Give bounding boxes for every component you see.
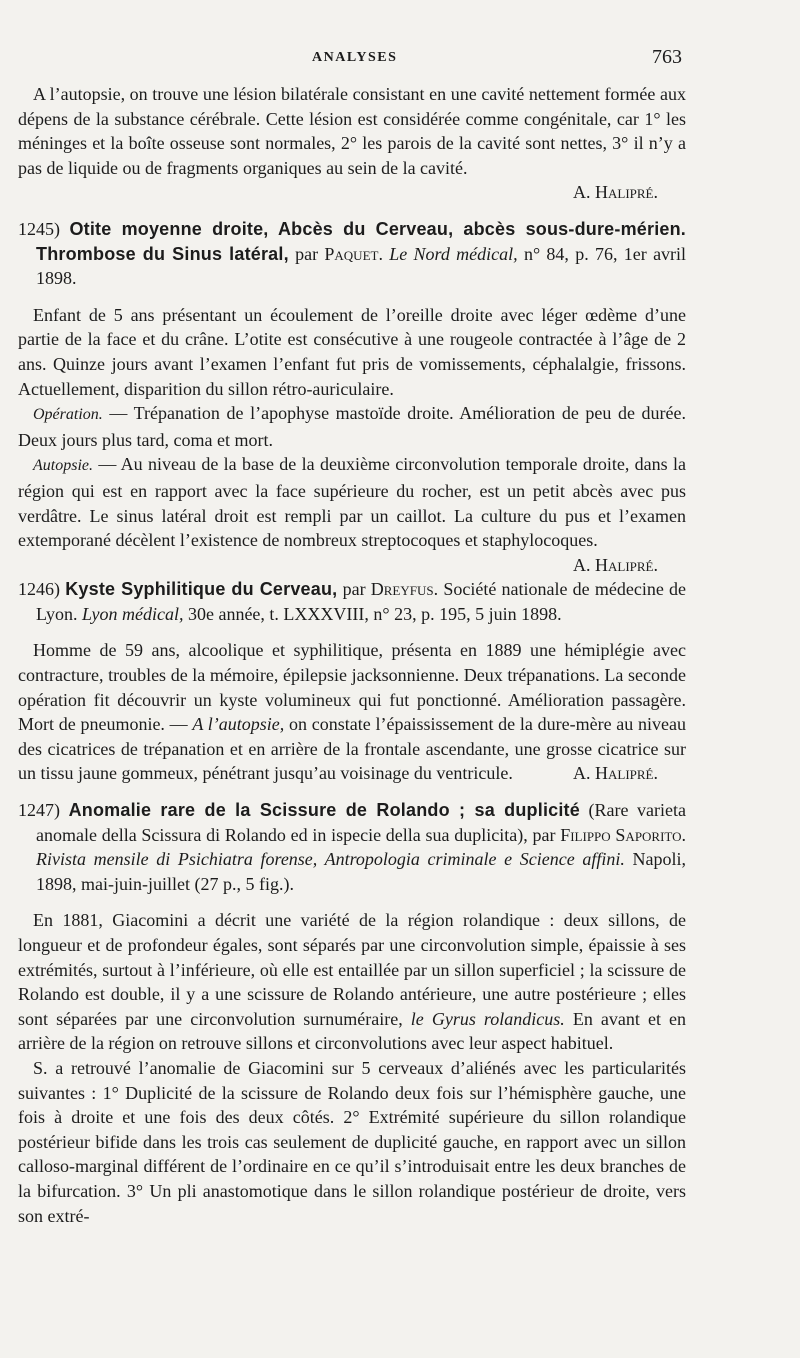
entry-1245-summary: Enfant de 5 ans présentant un écoulement de l’oreille droite avec léger œdème d’une partie de la face et du crâne. L’otite est consécutive à une rougeole contractée à l’âge de 2 ans. Quinze jours avant l’examen l’enfant fut pris de vomissements, céphalalgie, frissons. Actuellement, disparition du sillon rétro-auriculaire. (18, 304, 686, 399)
journal: Lyon médical, (82, 603, 184, 624)
autopsy-label: Autopsie. (33, 457, 93, 475)
gyrus-term: le Gyrus rolandicus. (410, 1008, 565, 1029)
journal: Rivista mensile di Psichiatra forense, Antropologia criminale e Science affini. (36, 849, 625, 870)
autopsy-label: A l’autopsie, (192, 714, 285, 735)
page-content (18, 82, 686, 1228)
by-word: par (342, 579, 366, 600)
entry-title: Otite moyenne droite, Abcès du Cerveau, abcès sous-dure-mérien. Thrombose du Sinus latéral, (36, 218, 687, 264)
citation: Napoli, 1898, mai-juin-juillet (27 p., 5 fig.). (36, 849, 686, 894)
running-title: ANALYSES (312, 50, 398, 65)
summary-text-rest: on constate l’épaississement de la dure-mère au niveau des cicatrices de trépanation et en arrière de la frontale ascendante, une grosse cicatrice sur un tissu jaune gommeux, pénétrant jusqu’au voisinage du ventricule. (18, 714, 687, 784)
entry-1246-summary (18, 638, 686, 786)
society: Société nationale de médecine de Lyon. (36, 579, 687, 624)
entry-title: Anomalie rare de la Scissure de Rolando ; sa duplicité (68, 800, 580, 821)
author: Dreyfus. (370, 579, 439, 600)
paragraph-text-end: En avant et en arrière de la région on retrouve sillons et circonvolutions avec leur aspect habituel. (18, 1008, 687, 1054)
operation-label: Opération. (33, 406, 103, 424)
previous-article-text: A l’autopsie, on trouve une lésion bilatérale consistant en une cavité nettement formée aux dépens de la substance cérébrale. Cette lésion est considérée comme congénitale, car 1° les méninges et la boîte osseuse sont normales, 2° les parois de la cavité sont nettes, 3° il n’y a pas de liquide ou de fragments organiques au sein de la cavité. (18, 84, 686, 178)
by-word: par (295, 243, 319, 264)
citation: n° 84, p. 76, 1er avril 1898. (36, 243, 687, 289)
autopsy-text: — Au niveau de la base de la deuxième circonvolution temporale droite, dans la région qui est en rapport avec la face supérieure du rocher, est un petit abcès avec pus verdâtre. Le sinus latéral droit est rempli par un caillot. La culture du pus et l’examen extemporané décèlent l’existence de nombreux streptocoques et staphylocoques. (18, 454, 687, 551)
entry-1245-heading (18, 217, 686, 291)
page-header (0, 44, 800, 74)
original-title: (Rare varieta anomale della Scissura di Rolando ed in ispecie della sua duplicita), (36, 800, 687, 845)
entry-number: 1247) (18, 800, 60, 821)
entry-number: 1245) (18, 218, 60, 239)
by-word: par (532, 824, 556, 845)
entry-title: Kyste Syphilitique du Cerveau, (65, 579, 338, 600)
journal: Le Nord médical, (389, 243, 518, 264)
summary-text: Homme de 59 ans, alcoolique et syphilitique, présenta en 1889 une hémiplégie avec contracture, troubles de la mémoire, épilepsie jacksonnienne. Deux trépanations. La seconde opération fit découvrir un kyste volumineux qui fut ponctionné. Amélioration passagère. Mort de pneumonie. — (18, 640, 686, 735)
entry-1247-paragraph-2: S. a retrouvé l’anomalie de Giacomini sur 5 cerveaux d’aliénés avec les particularités suivantes : 1° Duplicité de la scissure de Rolando deux fois sur l’hémisphère gauche, une fois à droite et une fois des deux côtés. 2° Extrémité supérieure du sillon rolandique postérieur bifide dans les trois cas seulement de duplicité gauche, en rapport avec un sillon calloso-marginal différent de l’ordinaire en ce qu’il s’introduisait entre les deux branches de la bifurcation. 3° Un pli anastomotique dans le sillon rolandique postérieur de droite, vers son extré- (18, 1057, 686, 1226)
previous-article-end (18, 82, 686, 205)
paragraph-text: En 1881, Giacomini a décrit une variété de la région rolandique : deux sillons, de longueur et de profondeur égales, sont séparés par une circonvolution simple, épaissie à ses extrémités, surtout à l’inférieure, où elle est entaillée par un sillon superficiel ; la scissure de Rolando est double, il y a une scissure de Rolando antérieure, une autre postérieure ; elles sont séparées par une circonvolution surnuméraire, (18, 910, 686, 1029)
signature: A. Halipré. (573, 763, 658, 784)
signature: A. Halipré. (573, 182, 658, 203)
entry-1247-heading (18, 798, 686, 896)
page-number: 763 (652, 46, 682, 68)
author: Filippo Saporito. (560, 824, 687, 845)
operation-text: — Trépanation de l’apophyse mastoïde droite. Amélioration de peu de durée. Deux jours plus tard, coma et mort. (18, 403, 686, 450)
signature: A. Halipré. (573, 554, 658, 575)
entry-1245-operation (18, 401, 686, 452)
entry-1246-heading (18, 577, 686, 626)
author: Paquet. (324, 243, 383, 264)
entry-number: 1246) (18, 579, 60, 600)
entry-1245-autopsy (18, 452, 687, 575)
citation: 30e année, t. LXXXVIII, n° 23, p. 195, 5 juin 1898. (187, 603, 562, 624)
entry-1247-paragraph-1 (18, 908, 686, 1056)
